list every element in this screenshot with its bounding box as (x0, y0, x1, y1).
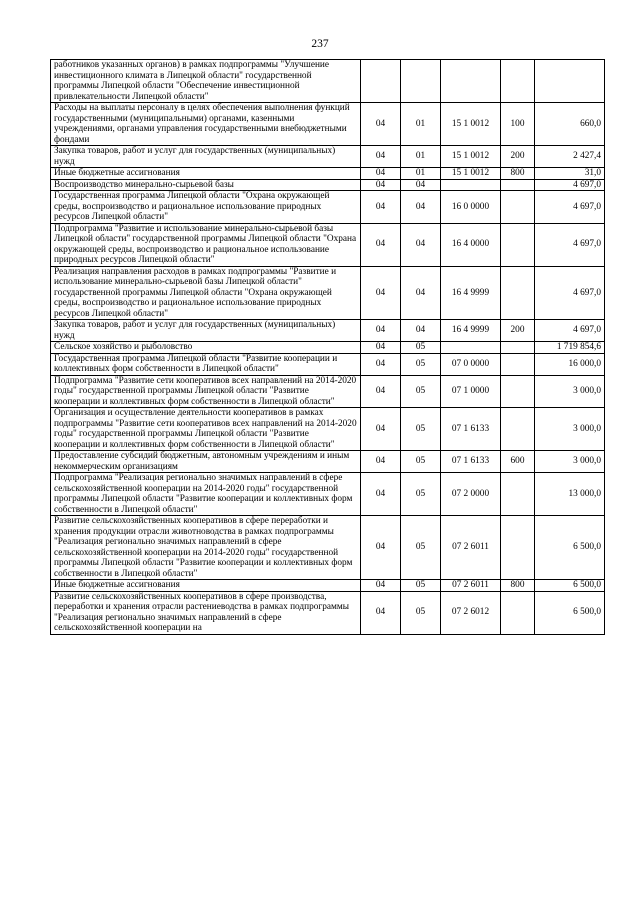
row-section-cell: 04 (361, 266, 401, 320)
row-subsection-cell: 04 (401, 223, 441, 266)
row-expense-cell (501, 591, 535, 634)
row-amount-cell: 6 500,0 (535, 591, 605, 634)
row-name-cell: Подпрограмма "Реализация регионально значимых направлений в сфере сельскохозяйственной кооперации на 2014-2020 годы" государственной программы Липецкой области "Развитие кооперации и коллективных форм собственности в Липецкой области" (51, 473, 361, 516)
row-name-cell: Иные бюджетные ассигнования (51, 168, 361, 180)
row-subsection-cell: 01 (401, 146, 441, 168)
row-amount-cell: 2 427,4 (535, 146, 605, 168)
row-target-cell: 16 4 0000 (441, 223, 501, 266)
row-target-cell: 07 2 6011 (441, 580, 501, 592)
row-name-cell: Предоставление субсидий бюджетным, автономным учреждениям и иным некоммерческим организациям (51, 451, 361, 473)
row-expense-cell (501, 191, 535, 224)
row-name-cell: Государственная программа Липецкой области "Развитие кооперации и коллективных форм собственности в Липецкой области" (51, 353, 361, 375)
row-section-cell: 04 (361, 342, 401, 354)
table-row (51, 451, 605, 473)
row-subsection-cell (401, 60, 441, 103)
row-subsection-cell: 05 (401, 591, 441, 634)
row-amount-cell: 1 719 854,6 (535, 342, 605, 354)
row-amount-cell: 4 697,0 (535, 320, 605, 342)
row-section-cell: 04 (361, 473, 401, 516)
row-section-cell: 04 (361, 223, 401, 266)
row-amount-cell: 4 697,0 (535, 223, 605, 266)
row-name-cell: Подпрограмма "Развитие сети кооперативов всех направлений на 2014-2020 годы" государственной программы Липецкой области "Развитие кооперации и коллективных форм собственности в Липецкой области" (51, 375, 361, 408)
row-name-cell: Государственная программа Липецкой области "Охрана окружающей среды, воспроизводство и рациональное использование природных ресурсов Липецкой области" (51, 191, 361, 224)
row-subsection-cell: 04 (401, 320, 441, 342)
page-number: 237 (311, 38, 329, 50)
budget-table (50, 59, 605, 635)
row-target-cell: 07 2 6011 (441, 516, 501, 580)
row-target-cell (441, 179, 501, 191)
row-expense-cell: 800 (501, 580, 535, 592)
table-row (51, 408, 605, 451)
row-section-cell: 04 (361, 168, 401, 180)
row-target-cell: 07 0 0000 (441, 353, 501, 375)
row-subsection-cell: 04 (401, 179, 441, 191)
row-subsection-cell: 05 (401, 353, 441, 375)
row-amount-cell: 660,0 (535, 103, 605, 146)
budget-table-body (51, 60, 605, 635)
row-section-cell: 04 (361, 146, 401, 168)
row-subsection-cell: 05 (401, 473, 441, 516)
table-row (51, 375, 605, 408)
row-target-cell: 16 4 9999 (441, 320, 501, 342)
row-amount-cell: 4 697,0 (535, 266, 605, 320)
row-target-cell: 07 1 6133 (441, 408, 501, 451)
row-target-cell: 16 4 9999 (441, 266, 501, 320)
row-amount-cell: 3 000,0 (535, 408, 605, 451)
row-amount-cell: 6 500,0 (535, 580, 605, 592)
row-name-cell: Развитие сельскохозяйственных кооперативов в сфере производства, переработки и хранения отрасли растениеводства в рамках подпрограммы "Реализация регионально значимых направлений в сфере сельскохозяйственной кооперации на (51, 591, 361, 634)
row-name-cell: Иные бюджетные ассигнования (51, 580, 361, 592)
table-row (51, 473, 605, 516)
row-name-cell: Организация и осуществление деятельности кооперативов в рамках подпрограммы "Развитие сети кооперативов всех направлений на 2014-2020 годы" государственной программы Липецкой области "Развитие кооперации и коллективных форм собственности в Липецкой области" (51, 408, 361, 451)
row-name-cell: Расходы на выплаты персоналу в целях обеспечения выполнения функций государственными (муниципальными) органами, казенными учреждениями, органами управления государственными внебюджетными фондами (51, 103, 361, 146)
row-section-cell: 04 (361, 580, 401, 592)
row-section-cell: 04 (361, 179, 401, 191)
row-section-cell: 04 (361, 591, 401, 634)
row-expense-cell: 600 (501, 451, 535, 473)
row-amount-cell: 13 000,0 (535, 473, 605, 516)
table-row (51, 320, 605, 342)
table-row (51, 168, 605, 180)
row-subsection-cell: 05 (401, 516, 441, 580)
row-target-cell: 15 1 0012 (441, 146, 501, 168)
row-subsection-cell: 05 (401, 451, 441, 473)
row-amount-cell: 3 000,0 (535, 375, 605, 408)
row-name-cell: Закупка товаров, работ и услуг для государственных (муниципальных) нужд (51, 146, 361, 168)
row-expense-cell (501, 342, 535, 354)
row-section-cell: 04 (361, 103, 401, 146)
row-section-cell: 04 (361, 353, 401, 375)
row-expense-cell: 200 (501, 320, 535, 342)
row-amount-cell: 6 500,0 (535, 516, 605, 580)
row-target-cell: 07 2 0000 (441, 473, 501, 516)
row-target-cell: 15 1 0012 (441, 168, 501, 180)
row-expense-cell: 800 (501, 168, 535, 180)
row-expense-cell (501, 408, 535, 451)
table-row (51, 103, 605, 146)
table-row (51, 580, 605, 592)
row-name-cell: Реализация направления расходов в рамках подпрограммы "Развитие и использование минерально-сырьевой базы Липецкой области" государственной программы Липецкой области "Охрана окружающей среды, воспроизводство и рациональное использование природных ресурсов Липецкой области" (51, 266, 361, 320)
row-expense-cell (501, 60, 535, 103)
row-section-cell: 04 (361, 191, 401, 224)
row-target-cell: 15 1 0012 (441, 103, 501, 146)
row-subsection-cell: 05 (401, 408, 441, 451)
row-section-cell: 04 (361, 516, 401, 580)
row-amount-cell (535, 60, 605, 103)
row-subsection-cell: 04 (401, 191, 441, 224)
row-amount-cell: 4 697,0 (535, 191, 605, 224)
row-expense-cell (501, 516, 535, 580)
row-expense-cell (501, 375, 535, 408)
table-row (51, 516, 605, 580)
row-section-cell: 04 (361, 451, 401, 473)
table-row (51, 342, 605, 354)
row-amount-cell: 31,0 (535, 168, 605, 180)
table-row (51, 60, 605, 103)
row-expense-cell: 200 (501, 146, 535, 168)
row-subsection-cell: 05 (401, 375, 441, 408)
row-expense-cell (501, 179, 535, 191)
row-subsection-cell: 01 (401, 103, 441, 146)
row-expense-cell (501, 473, 535, 516)
table-row (51, 179, 605, 191)
table-row (51, 191, 605, 224)
row-expense-cell (501, 353, 535, 375)
row-section-cell: 04 (361, 320, 401, 342)
row-name-cell: Сельское хозяйство и рыболовство (51, 342, 361, 354)
row-section-cell: 04 (361, 375, 401, 408)
row-expense-cell: 100 (501, 103, 535, 146)
row-target-cell: 07 1 0000 (441, 375, 501, 408)
row-name-cell: Воспроизводство минерально-сырьевой базы (51, 179, 361, 191)
row-target-cell: 07 2 6012 (441, 591, 501, 634)
row-target-cell (441, 342, 501, 354)
row-amount-cell: 4 697,0 (535, 179, 605, 191)
table-row (51, 223, 605, 266)
row-name-cell: работников указанных органов) в рамках подпрограммы "Улучшение инвестиционного климата в Липецкой области" государственной программы Липецкой области "Обеспечение инвестиционной привлекательности Липецкой области" (51, 60, 361, 103)
row-section-cell (361, 60, 401, 103)
row-target-cell: 07 1 6133 (441, 451, 501, 473)
row-subsection-cell: 05 (401, 342, 441, 354)
row-subsection-cell: 04 (401, 266, 441, 320)
row-name-cell: Развитие сельскохозяйственных кооперативов в сфере переработки и хранения продукции отрасли животноводства в рамках подпрограммы "Реализация регионально значимых направлений в сфере сельскохозяйственной кооперации на 2014-2020 годы" государственной программы Липецкой области "Развитие кооперации и коллективных форм собственности в Липецкой области" (51, 516, 361, 580)
row-target-cell (441, 60, 501, 103)
row-name-cell: Закупка товаров, работ и услуг для государственных (муниципальных) нужд (51, 320, 361, 342)
table-row (51, 266, 605, 320)
table-row (51, 146, 605, 168)
row-section-cell: 04 (361, 408, 401, 451)
row-subsection-cell: 05 (401, 580, 441, 592)
row-expense-cell (501, 266, 535, 320)
row-subsection-cell: 01 (401, 168, 441, 180)
table-row (51, 591, 605, 634)
row-amount-cell: 3 000,0 (535, 451, 605, 473)
row-amount-cell: 16 000,0 (535, 353, 605, 375)
row-expense-cell (501, 223, 535, 266)
table-row (51, 353, 605, 375)
row-target-cell: 16 0 0000 (441, 191, 501, 224)
row-name-cell: Подпрограмма "Развитие и использование минерально-сырьевой базы Липецкой области" государственной программы Липецкой области "Охрана окружающей среды, воспроизводство и рациональное использование природных ресурсов Липецкой области" (51, 223, 361, 266)
